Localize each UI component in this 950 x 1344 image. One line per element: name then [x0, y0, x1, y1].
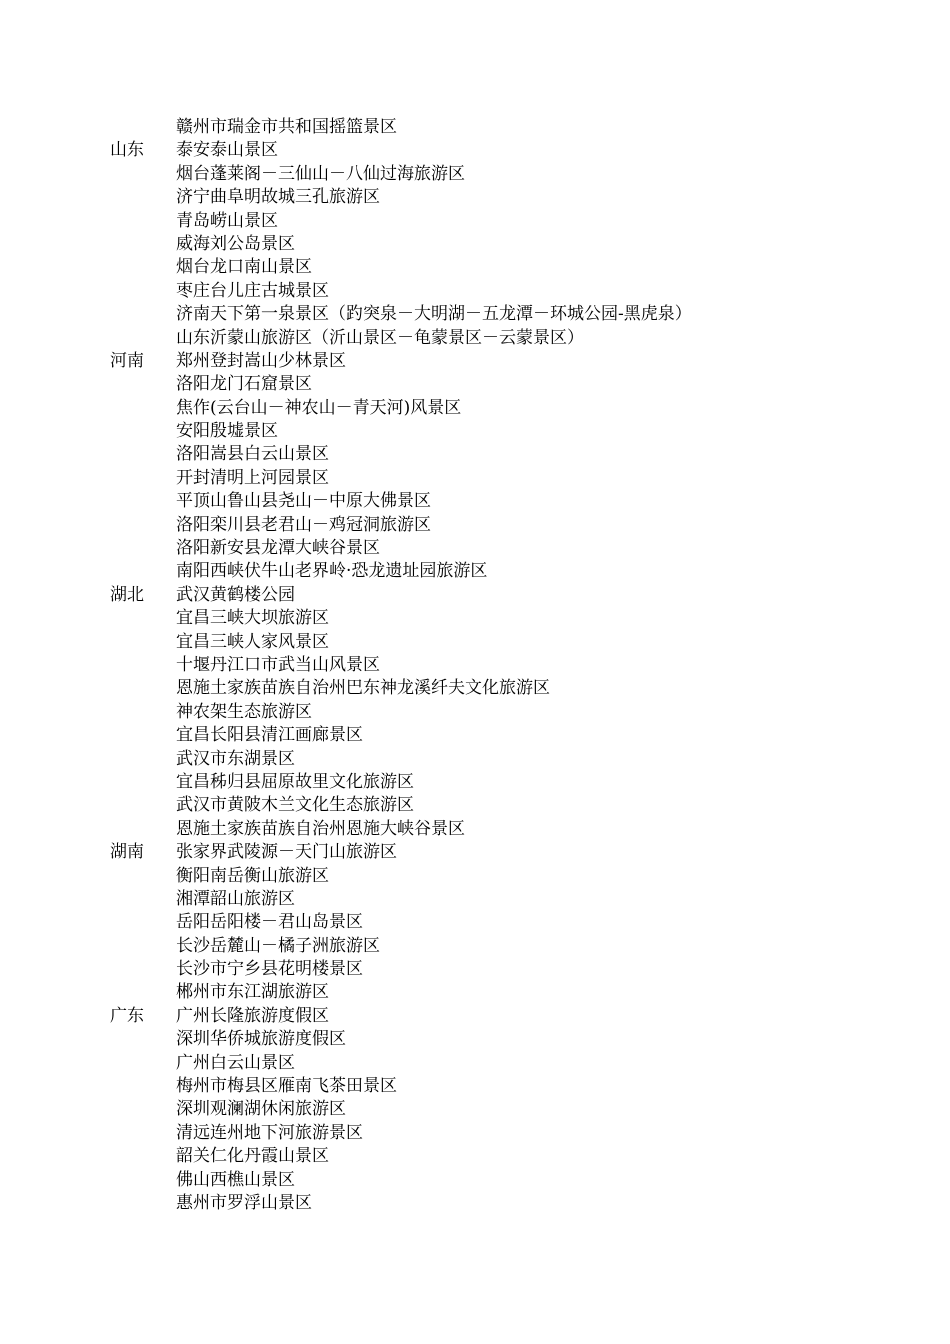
- scenic-area-name: 济宁曲阜明故城三孔旅游区: [176, 187, 380, 208]
- province-label: [110, 935, 176, 958]
- list-item: [110, 1192, 910, 1215]
- list-item: [110, 139, 910, 162]
- list-item: [110, 560, 910, 583]
- province-label: [110, 537, 176, 560]
- list-item: [110, 1098, 910, 1121]
- scenic-area-name: 武汉黄鹤楼公园: [176, 584, 295, 605]
- scenic-area-name: 宜昌长阳县清江画廊景区: [176, 725, 363, 746]
- province-label: [110, 1075, 176, 1098]
- province-label: [110, 794, 176, 817]
- scenic-area-name: 洛阳嵩县白云山景区: [176, 444, 329, 465]
- scenic-area-name: 广州白云山景区: [176, 1052, 295, 1073]
- scenic-area-name: 岳阳岳阳楼－君山岛景区: [176, 912, 363, 933]
- list-item: [110, 514, 910, 537]
- scenic-area-name: 广州长隆旅游度假区: [176, 1005, 329, 1026]
- province-label: [110, 327, 176, 350]
- list-item: [110, 771, 910, 794]
- list-item: [110, 163, 910, 186]
- province-label: [110, 1098, 176, 1121]
- list-item: [110, 888, 910, 911]
- scenic-area-name: 赣州市瑞金市共和国摇篮景区: [176, 117, 397, 137]
- province-label: [110, 818, 176, 841]
- list-item: [110, 1028, 910, 1051]
- list-item: [110, 467, 910, 490]
- province-label: [110, 654, 176, 677]
- province-label: [110, 888, 176, 911]
- scenic-area-name: 威海刘公岛景区: [176, 233, 295, 254]
- scenic-area-name: 平顶山鲁山县尧山－中原大佛景区: [176, 491, 431, 512]
- province-label: 广东: [110, 1005, 144, 1026]
- province-label: [110, 163, 176, 186]
- list-item: [110, 654, 910, 677]
- scenic-area-name: 山东沂蒙山旅游区（沂山景区－龟蒙景区－云蒙景区）: [176, 327, 584, 348]
- list-item: [110, 420, 910, 443]
- list-item: [110, 701, 910, 724]
- list-item: [110, 210, 910, 233]
- province-label: [110, 397, 176, 420]
- list-item: [110, 303, 910, 326]
- scenic-area-name: 佛山西樵山景区: [176, 1169, 295, 1190]
- province-label: [110, 490, 176, 513]
- province-label: [110, 1122, 176, 1145]
- list-item: [110, 724, 910, 747]
- scenic-area-name: 洛阳龙门石窟景区: [176, 374, 312, 395]
- province-label: [110, 373, 176, 396]
- scenic-area-name: 青岛崂山景区: [176, 210, 278, 231]
- list-item: [110, 981, 910, 1004]
- list-item: [110, 327, 910, 350]
- list-item: [110, 490, 910, 513]
- list-item: [110, 584, 910, 607]
- scenic-area-name: 烟台龙口南山景区: [176, 257, 312, 278]
- list-item: [110, 1122, 910, 1145]
- province-label: 山东: [110, 140, 144, 161]
- province-label: [110, 467, 176, 490]
- province-label: [110, 607, 176, 630]
- province-label: [110, 701, 176, 724]
- province-label: [110, 256, 176, 279]
- scenic-area-name: 韶关仁化丹霞山景区: [176, 1146, 329, 1167]
- province-label: [110, 677, 176, 700]
- list-item: [110, 1169, 910, 1192]
- province-label: [110, 958, 176, 981]
- province-label: [110, 1028, 176, 1051]
- province-label: [110, 303, 176, 326]
- province-label: [110, 981, 176, 1004]
- province-label: 河南: [110, 350, 144, 371]
- scenic-area-name: 恩施土家族苗族自治州巴东神龙溪纤夫文化旅游区: [176, 678, 550, 699]
- list-item: [110, 794, 910, 817]
- scenic-area-name: 洛阳栾川县老君山－鸡冠洞旅游区: [176, 514, 431, 535]
- list-item: [110, 186, 910, 209]
- scenic-area-name: 济南天下第一泉景区（趵突泉－大明湖－五龙潭－环城公园-黑虎泉）: [176, 304, 692, 325]
- province-label: [110, 1192, 176, 1215]
- province-label: [110, 420, 176, 443]
- scenic-area-list: [110, 116, 910, 1215]
- list-item: [110, 280, 910, 303]
- province-label: [110, 748, 176, 771]
- list-item: [110, 958, 910, 981]
- scenic-area-name: 郑州登封嵩山少林景区: [176, 350, 346, 371]
- province-label: [110, 560, 176, 583]
- list-item: [110, 935, 910, 958]
- province-label: [110, 186, 176, 209]
- province-label: [110, 865, 176, 888]
- scenic-area-name: 清远连州地下河旅游景区: [176, 1122, 363, 1143]
- scenic-area-name: 宜昌三峡人家风景区: [176, 631, 329, 652]
- list-item: [110, 607, 910, 630]
- scenic-area-name: 南阳西峡伏牛山老界岭·恐龙遗址园旅游区: [176, 561, 488, 582]
- scenic-area-name: 武汉市东湖景区: [176, 748, 295, 769]
- list-item: [110, 1005, 910, 1028]
- scenic-area-name: 宜昌秭归县屈原故里文化旅游区: [176, 771, 414, 792]
- scenic-area-name: 深圳华侨城旅游度假区: [176, 1029, 346, 1050]
- province-label: [110, 1052, 176, 1075]
- list-item: [110, 1145, 910, 1168]
- province-label: [110, 514, 176, 537]
- scenic-area-name: 安阳殷墟景区: [176, 421, 278, 442]
- scenic-area-name: 深圳观澜湖休闲旅游区: [176, 1099, 346, 1120]
- province-label: 湖北: [110, 584, 144, 605]
- province-label: [110, 210, 176, 233]
- scenic-area-name: 郴州市东江湖旅游区: [176, 982, 329, 1003]
- list-item: [110, 397, 910, 420]
- list-item: [110, 748, 910, 771]
- scenic-area-name: 湘潭韶山旅游区: [176, 888, 295, 909]
- list-item: [110, 818, 910, 841]
- list-item: [110, 537, 910, 560]
- province-label: [110, 280, 176, 303]
- province-label: [110, 911, 176, 934]
- scenic-area-name: 长沙市宁乡县花明楼景区: [176, 959, 363, 980]
- scenic-area-name: 洛阳新安县龙潭大峡谷景区: [176, 538, 380, 559]
- list-item: [110, 1075, 910, 1098]
- list-item: [110, 841, 910, 864]
- province-label: [110, 724, 176, 747]
- scenic-area-name: 张家界武陵源－天门山旅游区: [176, 842, 397, 863]
- scenic-area-name: 恩施土家族苗族自治州恩施大峡谷景区: [176, 818, 465, 839]
- list-item: [110, 1052, 910, 1075]
- province-label: [110, 1169, 176, 1192]
- scenic-area-name: 宜昌三峡大坝旅游区: [176, 608, 329, 629]
- scenic-area-name: 十堰丹江口市武当山风景区: [176, 654, 380, 675]
- list-item: [110, 233, 910, 256]
- list-item: [110, 631, 910, 654]
- scenic-area-name: 梅州市梅县区雁南飞茶田景区: [176, 1076, 397, 1097]
- province-label: [110, 116, 176, 139]
- province-label: [110, 631, 176, 654]
- province-label: 湖南: [110, 842, 144, 863]
- scenic-area-name: 开封清明上河园景区: [176, 467, 329, 488]
- province-label: [110, 771, 176, 794]
- list-item: [110, 677, 910, 700]
- scenic-area-name: 神农架生态旅游区: [176, 701, 312, 722]
- list-item: [110, 373, 910, 396]
- list-item: [110, 911, 910, 934]
- province-label: [110, 443, 176, 466]
- list-item: [110, 116, 910, 139]
- province-label: [110, 233, 176, 256]
- scenic-area-name: 惠州市罗浮山景区: [176, 1192, 312, 1213]
- list-item: [110, 865, 910, 888]
- scenic-area-name: 枣庄台儿庄古城景区: [176, 280, 329, 301]
- scenic-area-name: 长沙岳麓山－橘子洲旅游区: [176, 935, 380, 956]
- scenic-area-name: 武汉市黄陂木兰文化生态旅游区: [176, 795, 414, 816]
- list-item: [110, 350, 910, 373]
- province-label: [110, 1145, 176, 1168]
- list-item: [110, 256, 910, 279]
- scenic-area-name: 焦作(云台山－神农山－青天河)风景区: [176, 397, 462, 418]
- scenic-area-name: 衡阳南岳衡山旅游区: [176, 865, 329, 886]
- scenic-area-name: 烟台蓬莱阁－三仙山－八仙过海旅游区: [176, 163, 465, 184]
- list-item: [110, 443, 910, 466]
- scenic-area-name: 泰安泰山景区: [176, 140, 278, 161]
